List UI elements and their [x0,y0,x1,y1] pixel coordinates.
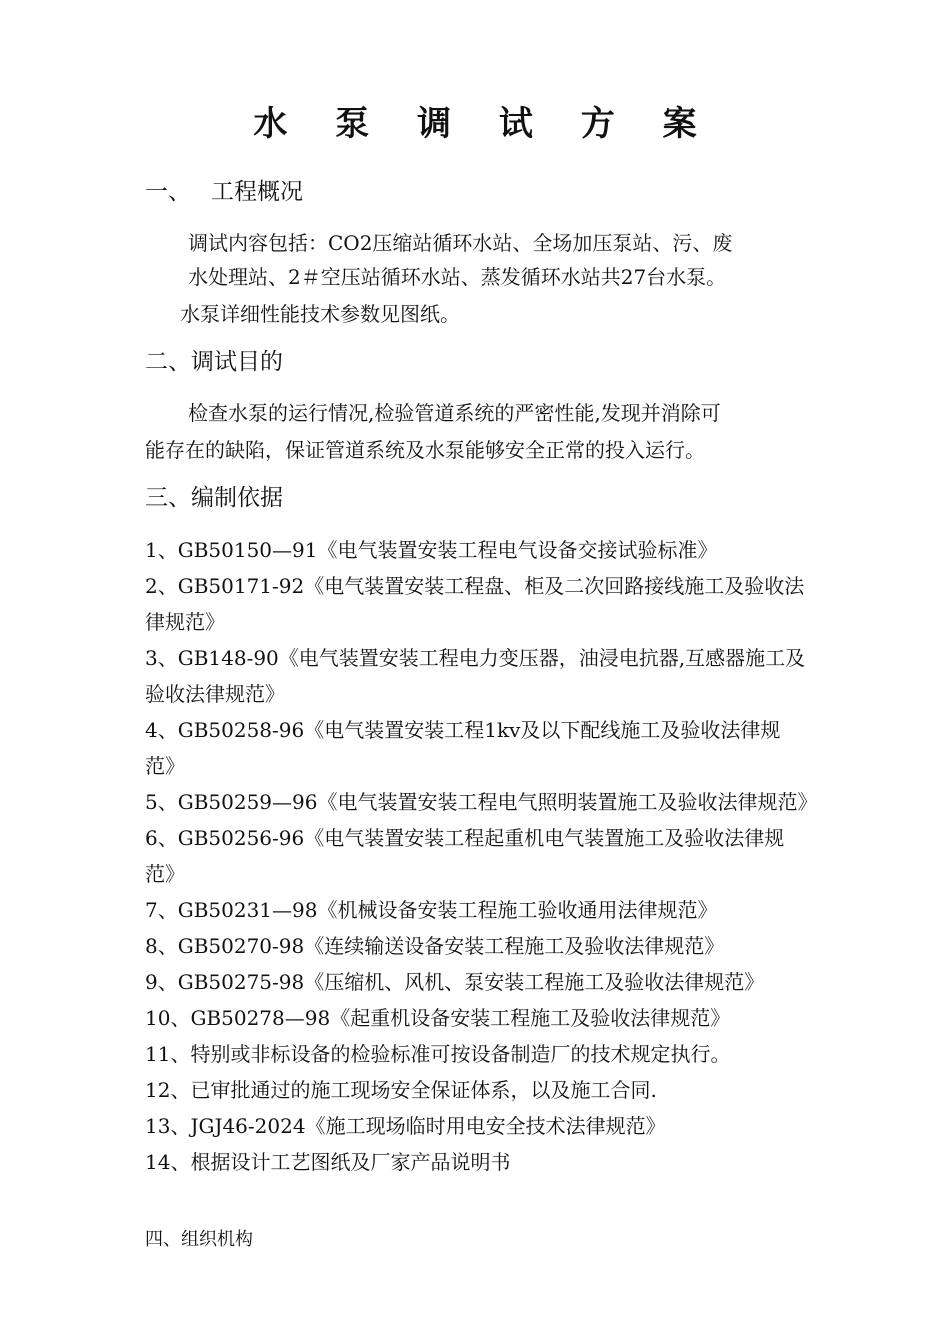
reference-item-1: 1、GB50150—91《电气装置安装工程电气设备交接试验标准》 [145,538,718,562]
section1-line-1: 调试内容包括：CO2压缩站循环水站、全场加压泵站、污、废 [188,231,733,255]
section3-heading: 三、编制依据 [145,485,283,511]
document-title: 水 泵 调 试 方 案 [253,104,715,144]
reference-list [145,532,818,1180]
reference-item-13: 13、JGJ46-2024《施工现场临时用电安全技术法律规范》 [145,1114,666,1138]
reference-item-11: 11、特别或非标设备的检验标准可按设备制造厂的技术规定执行。 [145,1042,731,1066]
reference-item-9: 9、GB50275-98《压缩机、风机、泵安装工程施工及验收法律规范》 [145,970,765,994]
reference-item-12: 12、已审批通过的施工现场安全保证体系，以及施工合同. [145,1078,657,1102]
section1-title: 工程概况 [211,179,303,205]
section1-line-3: 水泵详细性能技术参数见图纸。 [180,302,460,326]
reference-item-14: 14、根据设计工艺图纸及厂家产品说明书 [145,1150,511,1174]
reference-item-10: 10、GB50278—98《起重机设备安装工程施工及验收法律规范》 [145,1006,731,1030]
section4-heading: 四、组织机构 [145,1229,253,1250]
section2-heading: 二、调试目的 [145,349,283,375]
reference-item-3: 3、GB148-90《电气装置安装工程电力变压器，油浸电抗器,互感器施工及验收法律规范》 [145,646,806,706]
reference-item-4: 4、GB50258-96《电气装置安装工程1kv及以下配线施工及验收法律规范》 [145,718,781,778]
reference-item-6: 6、GB50256-96《电气装置安装工程起重机电气装置施工及验收法律规范》 [145,826,785,886]
reference-item-5: 5、GB50259—96《电气装置安装工程电气照明装置施工及验收法律规范》 [145,790,818,814]
reference-item-2: 2、GB50171-92《电气装置安装工程盘、柜及二次回路接线施工及验收法律规范》 [145,574,805,634]
reference-item-7: 7、GB50231—98《机械设备安装工程施工验收通用法律规范》 [145,898,718,922]
section1-number: 一、 [145,179,191,205]
reference-item-8: 8、GB50270-98《连续输送设备安装工程施工及验收法律规范》 [145,934,725,958]
section1-line-2: 水处理站、2＃空压站循环水站、蒸发循环水站共27台水泵。 [188,265,727,289]
section2-line-2: 能存在的缺陷，保证管道系统及水泵能够安全正常的投入运行。 [145,438,705,462]
section1-heading [145,176,303,208]
section2-line-1: 检查水泵的运行情况,检验管道系统的严密性能,发现并消除可 [188,401,721,425]
